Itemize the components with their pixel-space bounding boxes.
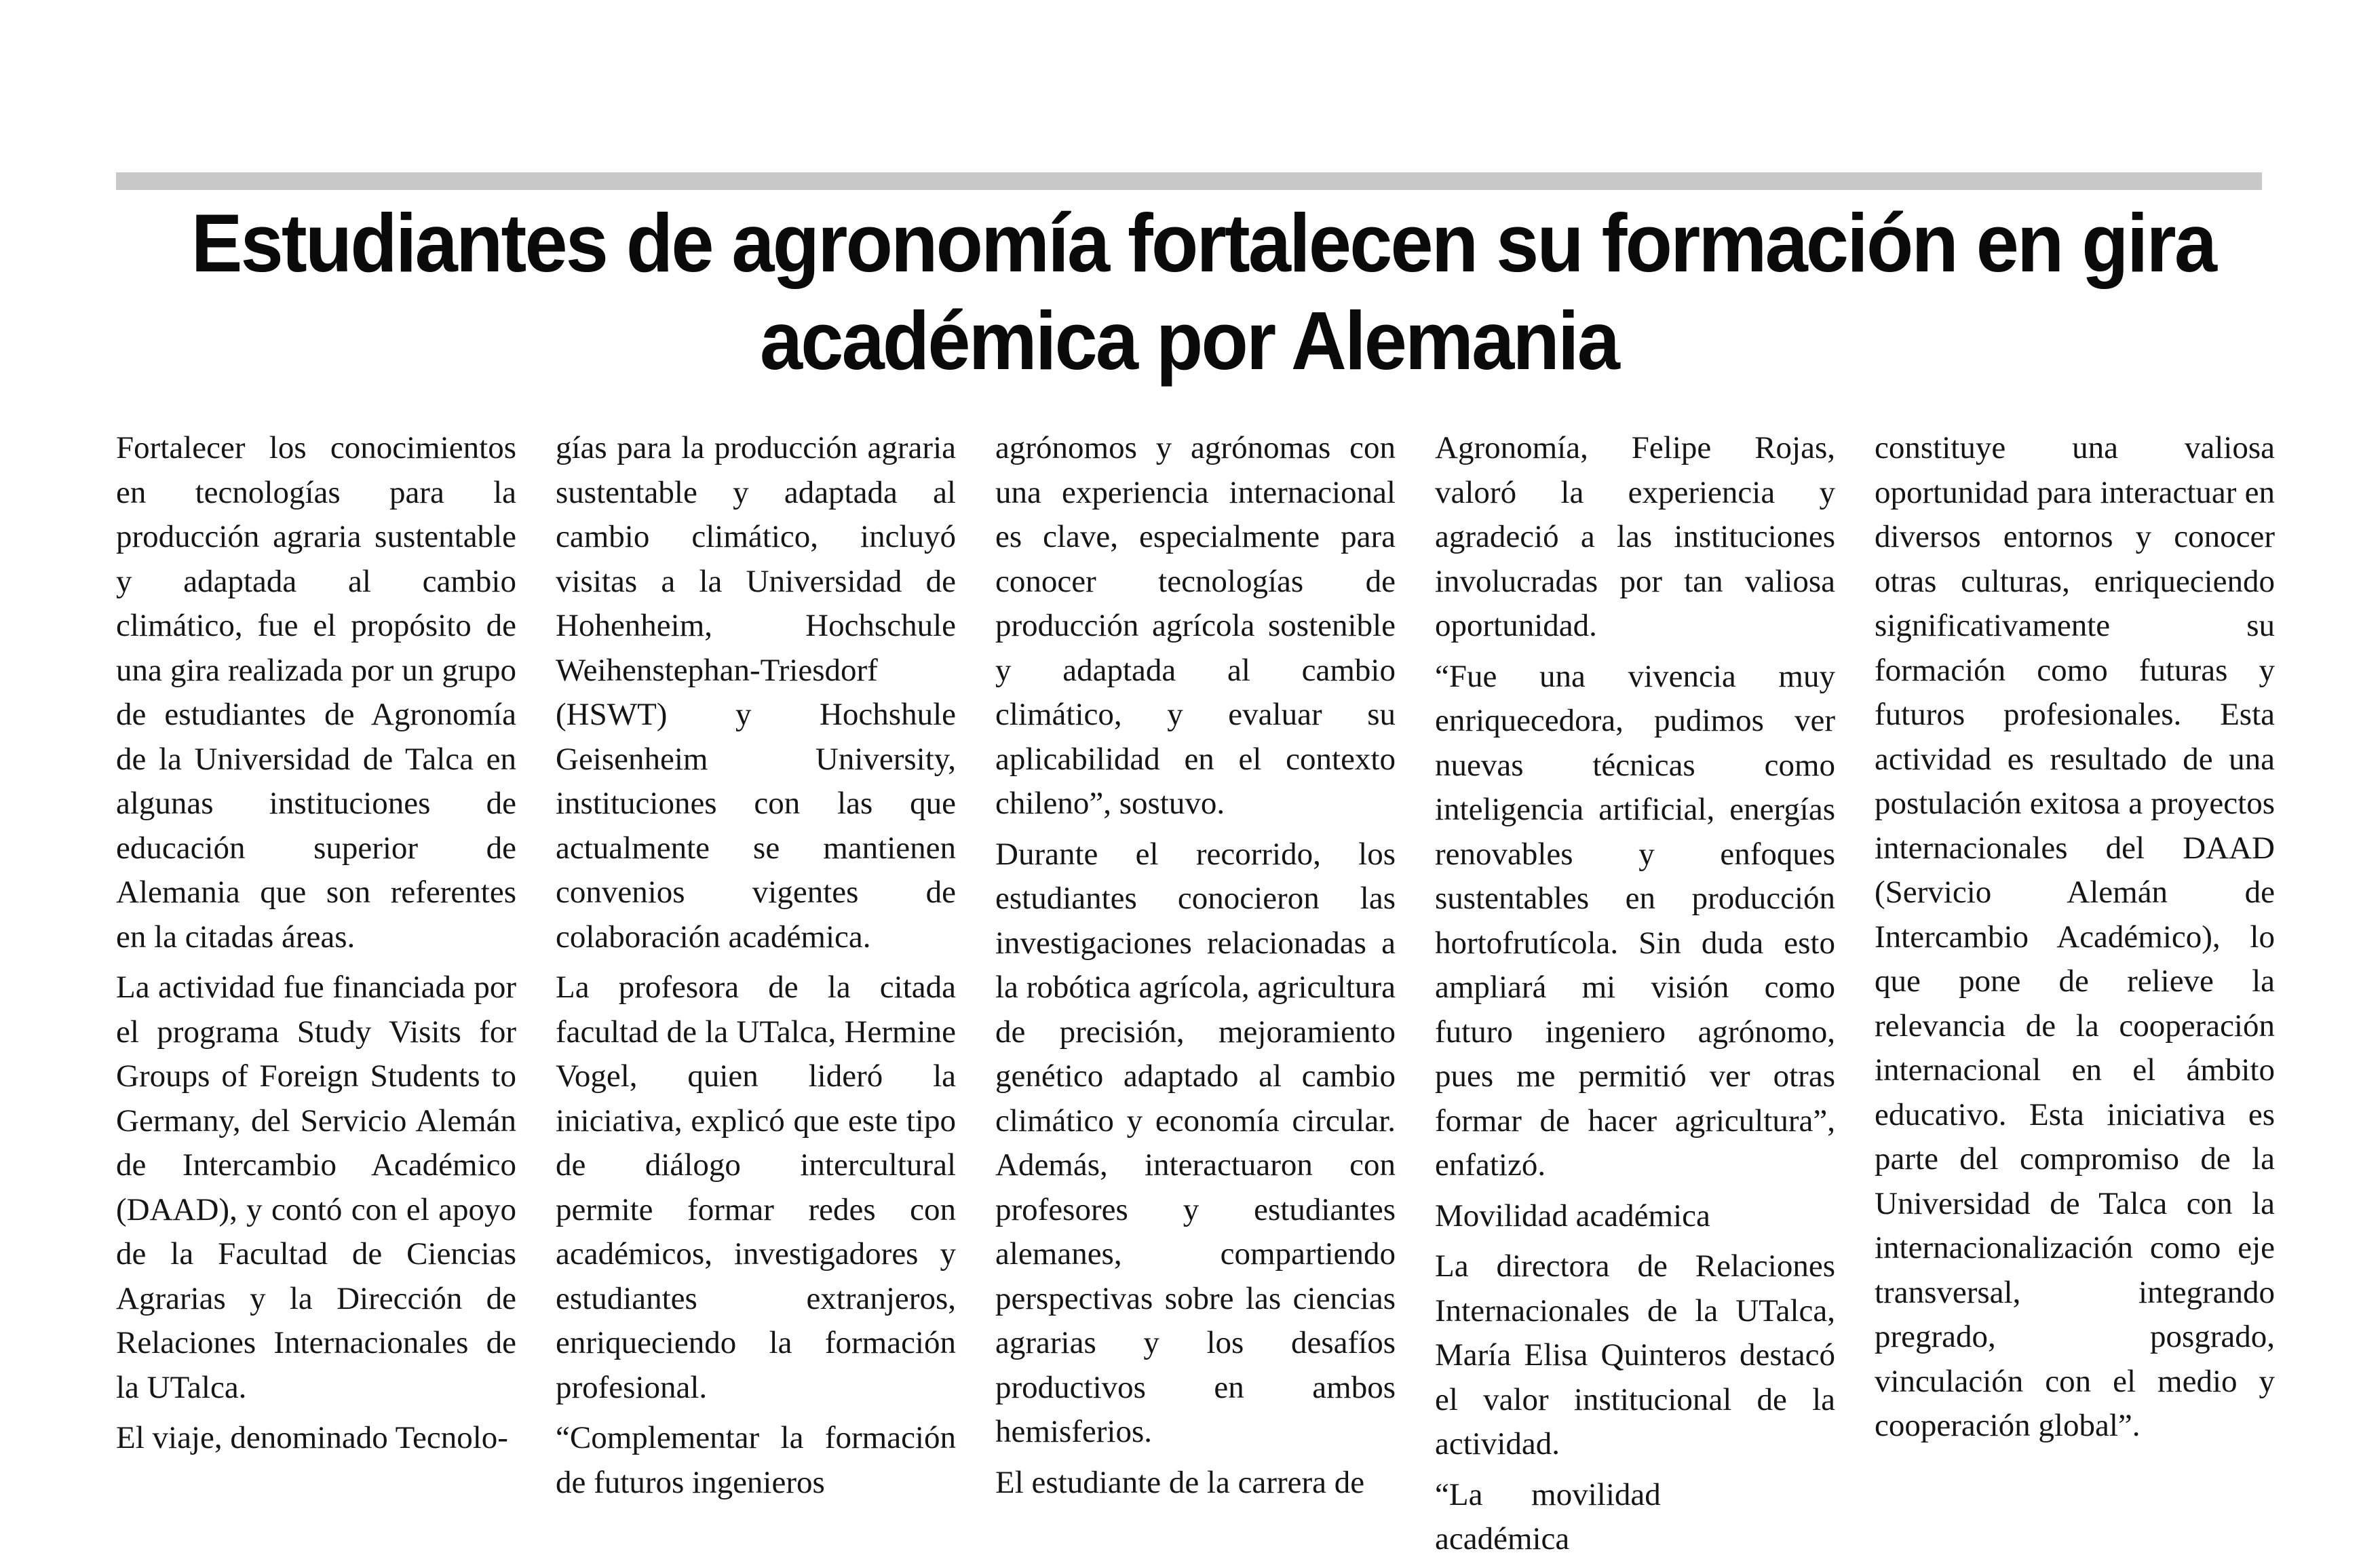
paragraph: gías para la producción agraria sustentable y adaptada al cambio climático, incluyó visitas a la Universidad de Hohenheim, Hochschule Weihenstephan-Triesdorf (HSWT) y Hochshule Geisenheim University, instituciones con las que actualmente se mantienen convenios vigentes de colaboración académica. [556, 430, 956, 955]
paragraph: La profesora de la citada facultad de la UTalca, Hermine Vogel, quien lideró la iniciativa, explicó que este tipo de diálogo intercultural permite formar redes con académicos, investigadores y estudiantes extranjeros, enriqueciendo la formación profesional. [556, 970, 956, 1405]
section-subheading: Movilidad académica [1435, 1198, 1710, 1234]
headline-line-1: Estudiantes de agronomía fortalecen su formación en gira [191, 197, 2216, 289]
paragraph: El viaje, denominado Tecnolo- [116, 1420, 508, 1455]
headline-line-2: académica por Alemania [759, 294, 1619, 387]
paragraph: Agronomía, Felipe Rojas, valoró la experiencia y agradeció a las instituciones involucradas por tan valiosa oportunidad. [1435, 430, 1835, 643]
article-headline [191, 194, 2216, 389]
paragraph: La directora de Relaciones Internacionales de la UTalca, María Elisa Quinteros destacó el valor institucional de la actividad. [1435, 1248, 1835, 1461]
column-1 [116, 426, 516, 1467]
paragraph: Durante el recorrido, los estudiantes conocieron las investigaciones relacionadas a la robótica agrícola, agricultura de precisión, mejoramiento genético adaptado al cambio climático y economía circular. Además, interactuaron con profesores y estudiantes alemanes, compartiendo perspectivas sobre las ciencias agrarias y los desafíos productivos en ambos hemisferios. [995, 836, 1396, 1449]
header-rule [116, 172, 2262, 190]
column-3 [995, 426, 1396, 1511]
column-2 [556, 426, 956, 1511]
article-body [116, 426, 2275, 1556]
paragraph: La actividad fue financiada por el programa Study Visits for Groups of Foreign Students to Germany, del Servicio Alemán de Intercambio Académico (DAAD), y contó con el apoyo de la Facultad de Ciencias Agrarias y la Dirección de Relaciones Internacionales de la UTalca. [116, 970, 516, 1405]
paragraph: “Fue una vivencia muy enriquecedora, pudimos ver nuevas técnicas como inteligencia artificial, energías renovables y enfoques sustentables en producción hortofrutícola. Sin duda esto ampliará mi visión como futuro ingeniero agrónomo, pues me permitió ver otras formar de hacer agricultura”, enfatizó. [1435, 658, 1835, 1183]
paragraph: constituye una valiosa oportunidad para interactuar en diversos entornos y conocer otras culturas, enriqueciendo significativamente su formación como futuras y futuros profesionales. Esta actividad es resultado de una postulación exitosa a proyectos internacionales del DAAD (Servicio Alemán de Intercambio Académico), lo que pone de relieve la relevancia de la cooperación internacional en el ámbito educativo. Esta iniciativa es parte del compromiso de la Universidad de Talca con la internacionalización como eje transversal, integrando pregrado, posgrado, vinculación con el medio y cooperación global”. [1875, 430, 2275, 1443]
paragraph: “La movilidad académica [1435, 1476, 1661, 1556]
column-5 [1875, 426, 2275, 1455]
column-4 [1435, 426, 1835, 1568]
paragraph: agrónomos y agrónomas con una experiencia internacional es clave, especialmente para conocer tecnologías de producción agrícola sostenible y adaptada al cambio climático, y evaluar su aplicabilidad en el contexto chileno”, sostuvo. [995, 430, 1396, 821]
paragraph: El estudiante de la carrera de [995, 1464, 1365, 1500]
paragraph: “Complementar la formación de futuros ingenieros [556, 1420, 956, 1500]
paragraph: Fortalecer los conocimientos en tecnologías para la producción agraria sustentable y adaptada al cambio climático, fue el propósito de una gira realizada por un grupo de estudiantes de Agronomía de la Universidad de Talca en algunas instituciones de educación superior de Alemania que son referentes en la citadas áreas. [116, 430, 516, 955]
